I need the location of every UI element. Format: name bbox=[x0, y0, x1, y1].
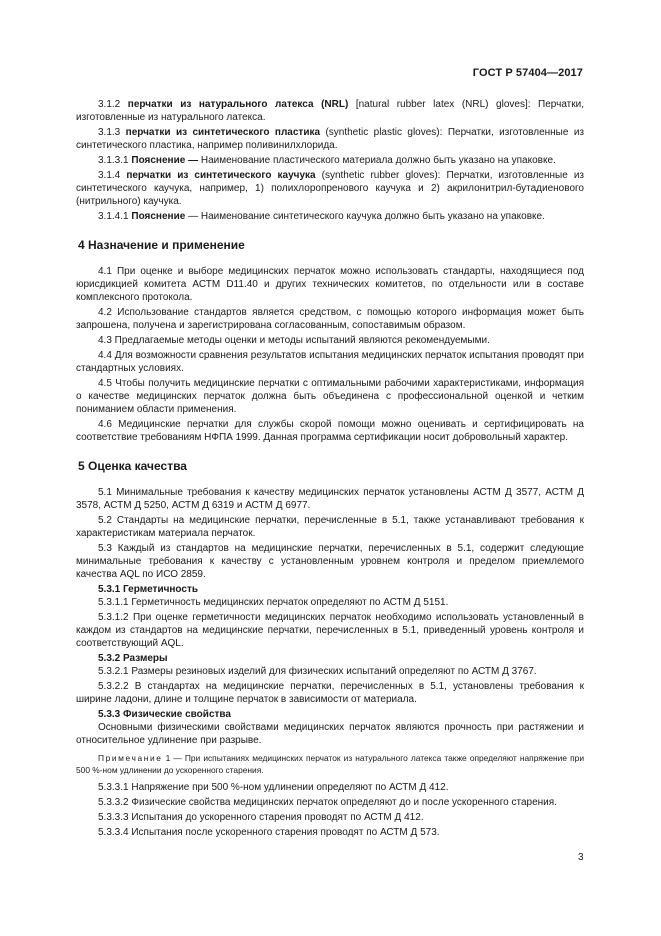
paragraph-3-1-3 bbox=[76, 126, 584, 152]
term: перчатки из синтетического пластика bbox=[125, 127, 321, 138]
paragraph-3-1-4-1 bbox=[76, 210, 584, 223]
section-5-heading: 5 Оценка качества bbox=[78, 459, 187, 473]
paragraph-3-1-4 bbox=[76, 169, 584, 208]
term-definition: — Наименование синтетического каучука должно быть указано на упаковке. bbox=[185, 211, 545, 222]
subsection-5-3-3-heading: 5.3.3 Физические свойства bbox=[98, 709, 231, 720]
subsection-5-3-1-heading: 5.3.1 Герметичность bbox=[98, 584, 199, 595]
paragraph-5-1: 5.1 Минимальные требования к качеству медицинских перчаток установлены АСТМ Д 3577, АСТМ Д 3578, АСТМ Д 5250, АСТМ Д 6319 и АСТМ Д 6977. bbox=[76, 487, 584, 511]
term-definition: [natural rubber latex (NRL) gloves]: Перчатки, изготовленные из натурального латекса. bbox=[76, 99, 585, 123]
term-definition: Наименование пластического материала должно быть указано на упаковке. bbox=[198, 155, 556, 166]
paragraph-5-3-2-1: 5.3.2.1 Размеры резиновых изделий для физических испытаний определяют по АСТМ Д 3767. bbox=[98, 666, 537, 677]
term-definition: (synthetic plastic gloves): Перчатки, изготовленные из синтетического пластика, например поливинилхлорида. bbox=[76, 127, 585, 151]
note-label: Примечание bbox=[98, 753, 163, 763]
clause-number: 3.1.4.1 bbox=[98, 211, 129, 222]
paragraph-5-3-3-4: 5.3.3.4 Испытания после ускоренного старения проводят по АСТМ Д 573. bbox=[98, 827, 440, 838]
clause-number: 3.1.3.1 bbox=[98, 155, 129, 166]
paragraph-5-3-1-1: 5.3.1.1 Герметичность медицинских перчаток определяют по АСТМ Д 5151. bbox=[98, 597, 449, 608]
paragraph-3-1-2 bbox=[76, 98, 584, 124]
term-definition: (synthetic rubber gloves): Перчатки, изготовленные из синтетического каучука, например, 1) полихлоропренового каучука и 2) акрилонитрил-бутадиенового (нитрильного) каучука. bbox=[76, 170, 584, 207]
clause-number: 3.1.3 bbox=[98, 127, 121, 138]
term: перчатки из синтетического каучука bbox=[126, 170, 316, 181]
term: Пояснение bbox=[131, 211, 186, 222]
note-1 bbox=[76, 752, 584, 776]
document-body bbox=[76, 98, 584, 841]
clause-number: 3.1.2 bbox=[98, 99, 121, 110]
clause-number: 3.1.4 bbox=[98, 170, 121, 181]
paragraph-3-1-3-1 bbox=[76, 154, 584, 167]
page-header-doc-id: ГОСТ Р 57404—2017 bbox=[472, 67, 583, 79]
paragraph-4-6: 4.6 Медицинские перчатки для службы скорой помощи можно оценивать и сертифицировать на соответствие требованиям НФПА 1999. Данная программа сертификации носит добровольный характер. bbox=[76, 419, 584, 443]
note-text: 1 — При испытаниях медицинских перчаток из натурального латекса также определяют напряжение при 500 %-ном удлинении до ускоренного старения. bbox=[76, 753, 584, 775]
paragraph-5-3-2-2: 5.3.2.2 В стандартах на медицинские перчатки, перечисленных в 5.1, установлены требования к ширине ладони, длине и толщине перчаток в зависимости от материала. bbox=[76, 681, 584, 705]
paragraph-5-3-3-3: 5.3.3.3 Испытания до ускоренного старения проводят по АСТМ Д 412. bbox=[98, 812, 424, 823]
paragraph-4-4: 4.4 Для возможности сравнения результатов испытания медицинских перчаток испытания проводят при стандартных условиях. bbox=[76, 350, 584, 374]
paragraph-5-3-1-2: 5.3.1.2 При оценке герметичности медицинских перчаток необходимо использовать установленный в каждом из стандартов на медицинские перчатки, перечисленных в 5.1, приведенный уровень контроля и соответствующий AQL. bbox=[76, 612, 584, 649]
page-number: 3 bbox=[578, 852, 584, 863]
paragraph-5-3: 5.3 Каждый из стандартов на медицинские перчатки, перечисленных в 5.1, содержит следующие минимальные требования к качеству с установленным уровнем контроля и пределом приемлемого качества AQL по ИСО 2859. bbox=[76, 543, 584, 580]
term: перчатки из натурального латекса (NRL) bbox=[127, 99, 349, 110]
paragraph-4-2: 4.2 Использование стандартов является средством, с помощью которого информация может быть запрошена, получена и зарегистрирована согласованным, сопоставимым образом. bbox=[76, 307, 584, 331]
section-4-heading: 4 Назначение и применение bbox=[78, 238, 245, 252]
paragraph-4-5: 4.5 Чтобы получить медицинские перчатки с оптимальными рабочими характеристиками, информация о качестве медицинских перчаток должна быть объединена с профессиональной оценкой и четким пониманием области применения. bbox=[76, 378, 584, 415]
term: Пояснение — bbox=[131, 155, 199, 166]
paragraph-5-3-3-1: 5.3.3.1 Напряжение при 500 %-ном удлинении определяют по АСТМ Д 412. bbox=[98, 782, 449, 793]
paragraph-4-3: 4.3 Предлагаемые методы оценки и методы испытаний являются рекомендуемыми. bbox=[98, 335, 490, 346]
paragraph-5-3-3-2: 5.3.3.2 Физические свойства медицинских перчаток определяют до и после ускоренного старения. bbox=[98, 797, 557, 808]
subsection-5-3-2-heading: 5.3.2 Размеры bbox=[98, 653, 168, 664]
paragraph-4-1: 4.1 При оценке и выборе медицинских перчаток можно использовать стандарты, находящиеся под юрисдикцией комитета АСТМ D11.40 и других технических комитетов, по отдельности или в составе комплексного протокола. bbox=[76, 266, 584, 303]
paragraph-5-3-3: Основными физическими свойствами медицинских перчаток являются прочность при растяжении и относительное удлинение при разрыве. bbox=[76, 722, 584, 746]
paragraph-5-2: 5.2 Стандарты на медицинские перчатки, перечисленные в 5.1, также устанавливают требования к характеристикам материала перчаток. bbox=[76, 515, 584, 539]
